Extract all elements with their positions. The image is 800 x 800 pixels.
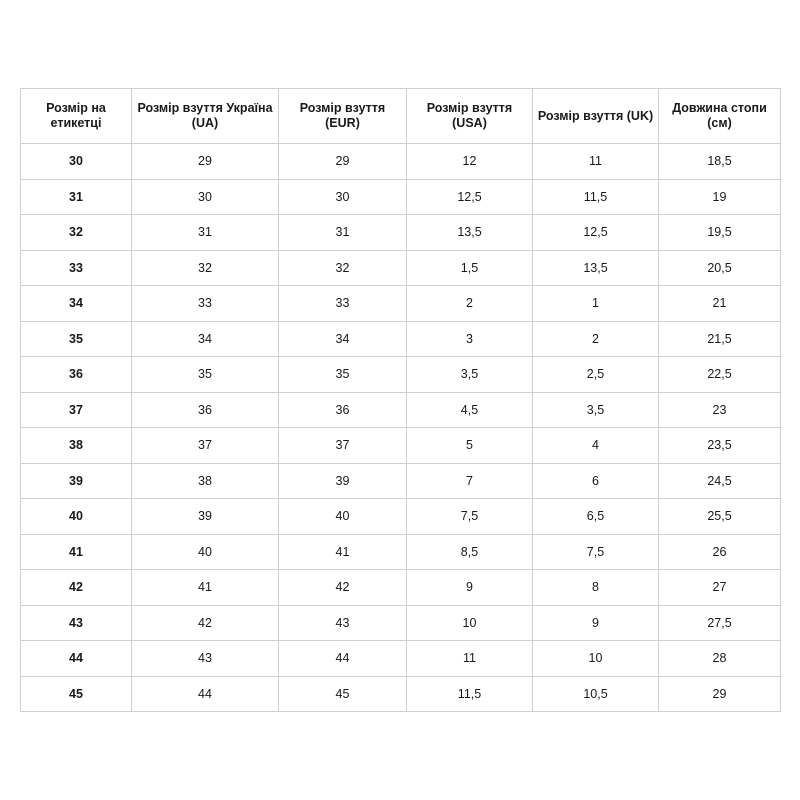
- cell-label-size: 38: [21, 428, 132, 464]
- size-chart-container: [20, 88, 780, 712]
- cell-foot-length: 23: [659, 392, 781, 428]
- cell-label-size: 40: [21, 499, 132, 535]
- table-row: [21, 428, 781, 464]
- cell-label-size: 39: [21, 463, 132, 499]
- cell-usa-size: 7,5: [407, 499, 533, 535]
- cell-eur-size: 36: [279, 392, 407, 428]
- cell-foot-length: 22,5: [659, 357, 781, 393]
- table-row: [21, 392, 781, 428]
- table-header-row: [21, 89, 781, 144]
- cell-eur-size: 41: [279, 534, 407, 570]
- cell-foot-length: 25,5: [659, 499, 781, 535]
- cell-ua-size: 40: [132, 534, 279, 570]
- cell-label-size: 44: [21, 641, 132, 677]
- cell-usa-size: 11: [407, 641, 533, 677]
- cell-uk-size: 2: [533, 321, 659, 357]
- cell-usa-size: 1,5: [407, 250, 533, 286]
- cell-eur-size: 32: [279, 250, 407, 286]
- cell-uk-size: 3,5: [533, 392, 659, 428]
- cell-foot-length: 27: [659, 570, 781, 606]
- table-row: [21, 676, 781, 712]
- table-row: [21, 215, 781, 251]
- column-header-label-size: Розмір на етикетці: [21, 89, 132, 144]
- cell-uk-size: 7,5: [533, 534, 659, 570]
- cell-usa-size: 9: [407, 570, 533, 606]
- cell-usa-size: 4,5: [407, 392, 533, 428]
- cell-uk-size: 10,5: [533, 676, 659, 712]
- cell-label-size: 37: [21, 392, 132, 428]
- table-row: [21, 641, 781, 677]
- cell-foot-length: 24,5: [659, 463, 781, 499]
- cell-ua-size: 34: [132, 321, 279, 357]
- cell-eur-size: 44: [279, 641, 407, 677]
- cell-ua-size: 42: [132, 605, 279, 641]
- column-header-foot-length: Довжина стопи (см): [659, 89, 781, 144]
- cell-eur-size: 43: [279, 605, 407, 641]
- table-header: [21, 89, 781, 144]
- cell-foot-length: 29: [659, 676, 781, 712]
- cell-foot-length: 19: [659, 179, 781, 215]
- table-row: [21, 250, 781, 286]
- cell-usa-size: 12: [407, 144, 533, 180]
- cell-foot-length: 19,5: [659, 215, 781, 251]
- shoe-size-table: [20, 88, 781, 712]
- cell-usa-size: 13,5: [407, 215, 533, 251]
- cell-eur-size: 45: [279, 676, 407, 712]
- table-body: [21, 144, 781, 712]
- table-row: [21, 499, 781, 535]
- table-row: [21, 570, 781, 606]
- cell-label-size: 34: [21, 286, 132, 322]
- cell-usa-size: 5: [407, 428, 533, 464]
- cell-uk-size: 8: [533, 570, 659, 606]
- cell-foot-length: 21: [659, 286, 781, 322]
- table-row: [21, 321, 781, 357]
- cell-foot-length: 26: [659, 534, 781, 570]
- column-header-eur-size: Розмір взуття (EUR): [279, 89, 407, 144]
- cell-label-size: 32: [21, 215, 132, 251]
- cell-eur-size: 30: [279, 179, 407, 215]
- cell-uk-size: 6: [533, 463, 659, 499]
- table-row: [21, 286, 781, 322]
- cell-ua-size: 44: [132, 676, 279, 712]
- cell-label-size: 31: [21, 179, 132, 215]
- table-row: [21, 144, 781, 180]
- cell-label-size: 43: [21, 605, 132, 641]
- cell-uk-size: 13,5: [533, 250, 659, 286]
- cell-uk-size: 2,5: [533, 357, 659, 393]
- cell-label-size: 41: [21, 534, 132, 570]
- cell-ua-size: 38: [132, 463, 279, 499]
- cell-eur-size: 35: [279, 357, 407, 393]
- cell-uk-size: 1: [533, 286, 659, 322]
- cell-uk-size: 11: [533, 144, 659, 180]
- cell-foot-length: 23,5: [659, 428, 781, 464]
- table-row: [21, 179, 781, 215]
- cell-eur-size: 37: [279, 428, 407, 464]
- cell-label-size: 45: [21, 676, 132, 712]
- cell-eur-size: 40: [279, 499, 407, 535]
- cell-ua-size: 32: [132, 250, 279, 286]
- cell-foot-length: 27,5: [659, 605, 781, 641]
- cell-usa-size: 7: [407, 463, 533, 499]
- cell-uk-size: 10: [533, 641, 659, 677]
- cell-eur-size: 33: [279, 286, 407, 322]
- cell-foot-length: 28: [659, 641, 781, 677]
- cell-eur-size: 31: [279, 215, 407, 251]
- table-row: [21, 605, 781, 641]
- cell-eur-size: 34: [279, 321, 407, 357]
- cell-ua-size: 36: [132, 392, 279, 428]
- cell-usa-size: 10: [407, 605, 533, 641]
- cell-label-size: 42: [21, 570, 132, 606]
- table-row: [21, 357, 781, 393]
- cell-foot-length: 18,5: [659, 144, 781, 180]
- cell-ua-size: 35: [132, 357, 279, 393]
- cell-ua-size: 30: [132, 179, 279, 215]
- cell-label-size: 30: [21, 144, 132, 180]
- cell-uk-size: 9: [533, 605, 659, 641]
- cell-eur-size: 42: [279, 570, 407, 606]
- cell-foot-length: 20,5: [659, 250, 781, 286]
- cell-usa-size: 3: [407, 321, 533, 357]
- cell-ua-size: 41: [132, 570, 279, 606]
- cell-foot-length: 21,5: [659, 321, 781, 357]
- cell-ua-size: 37: [132, 428, 279, 464]
- cell-ua-size: 33: [132, 286, 279, 322]
- cell-eur-size: 39: [279, 463, 407, 499]
- cell-ua-size: 31: [132, 215, 279, 251]
- cell-uk-size: 4: [533, 428, 659, 464]
- cell-ua-size: 29: [132, 144, 279, 180]
- cell-usa-size: 11,5: [407, 676, 533, 712]
- cell-label-size: 36: [21, 357, 132, 393]
- column-header-uk-size: Розмір взуття (UK): [533, 89, 659, 144]
- table-row: [21, 463, 781, 499]
- cell-label-size: 35: [21, 321, 132, 357]
- cell-usa-size: 8,5: [407, 534, 533, 570]
- cell-uk-size: 6,5: [533, 499, 659, 535]
- cell-label-size: 33: [21, 250, 132, 286]
- cell-uk-size: 11,5: [533, 179, 659, 215]
- cell-ua-size: 39: [132, 499, 279, 535]
- column-header-ua-size: Розмір взуття Україна (UA): [132, 89, 279, 144]
- column-header-usa-size: Розмір взуття (USA): [407, 89, 533, 144]
- cell-eur-size: 29: [279, 144, 407, 180]
- cell-ua-size: 43: [132, 641, 279, 677]
- cell-usa-size: 12,5: [407, 179, 533, 215]
- cell-uk-size: 12,5: [533, 215, 659, 251]
- cell-usa-size: 2: [407, 286, 533, 322]
- cell-usa-size: 3,5: [407, 357, 533, 393]
- table-row: [21, 534, 781, 570]
